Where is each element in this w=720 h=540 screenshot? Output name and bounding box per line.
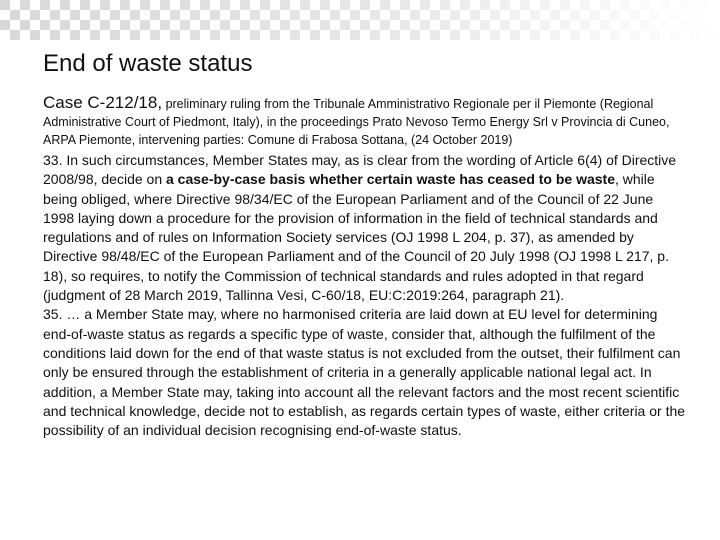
paragraph-33-part-2: , while being obliged, where Directive 98/34/EC of the European Parliament and of the Council of 22 June 1998 laying down a procedure for the provision of information in the field of technical standards and regulations and of rules on Information Society services (OJ 1998 L 204, p. 37), as amended by Directive 98/48/EC of the European Parliament and of the Council of 20 July 1998 (OJ 1998 L 217, p. 18), so requires, to notify the Commission of technical standards and rules adopted in that regard (judgment of 28 March 2019, Tallinna Vesi, C‑60/18, EU:C:2019:264, paragraph 21). [43, 171, 669, 304]
case-reference [43, 94, 688, 149]
decorative-square-pattern [0, 0, 720, 40]
case-number: Case C‑212/18, [43, 93, 163, 112]
paragraph-33-part-1: 33. In such circumstances, Member States may, as is clear from the wording of Article 6(4) of Directive 2008/98, decide on [43, 152, 677, 188]
paragraph-35: 35. … a Member State may, where no harmonised criteria are laid down at EU level for determining end-of-waste status as regards a specific type of waste, consider that, although the fulfilment of the conditions laid down for the end of that waste status is not excluded from the outset, their fulfilment can only be ensured through the establishment of criteria in a generally applicable national legal act. In addition, a Member State may, taking into account all the relevant factors and the most recent scientific and technical knowledge, decide not to establish, as regards certain types of waste, either criteria or the possibility of an individual decision recognising end-of-waste status. [43, 306, 686, 439]
case-details: preliminary ruling from the Tribunale Amministrativo Regionale per il Piemonte (Regional Administrative Court of Piedmont, Italy), in the proceedings Prato Nevoso Termo Energy Srl v Provincia di Cuneo, ARPA Piemonte, intervening parties: Comune di Frabosa Sottana, (24 October 2019) [43, 97, 670, 147]
paragraph-33 [43, 151, 688, 305]
paragraph-33-bold-phrase: a case-by-case basis whether certain waste has ceased to be waste [166, 171, 615, 188]
slide-body [43, 94, 688, 440]
slide-title: End of waste status [43, 50, 253, 77]
